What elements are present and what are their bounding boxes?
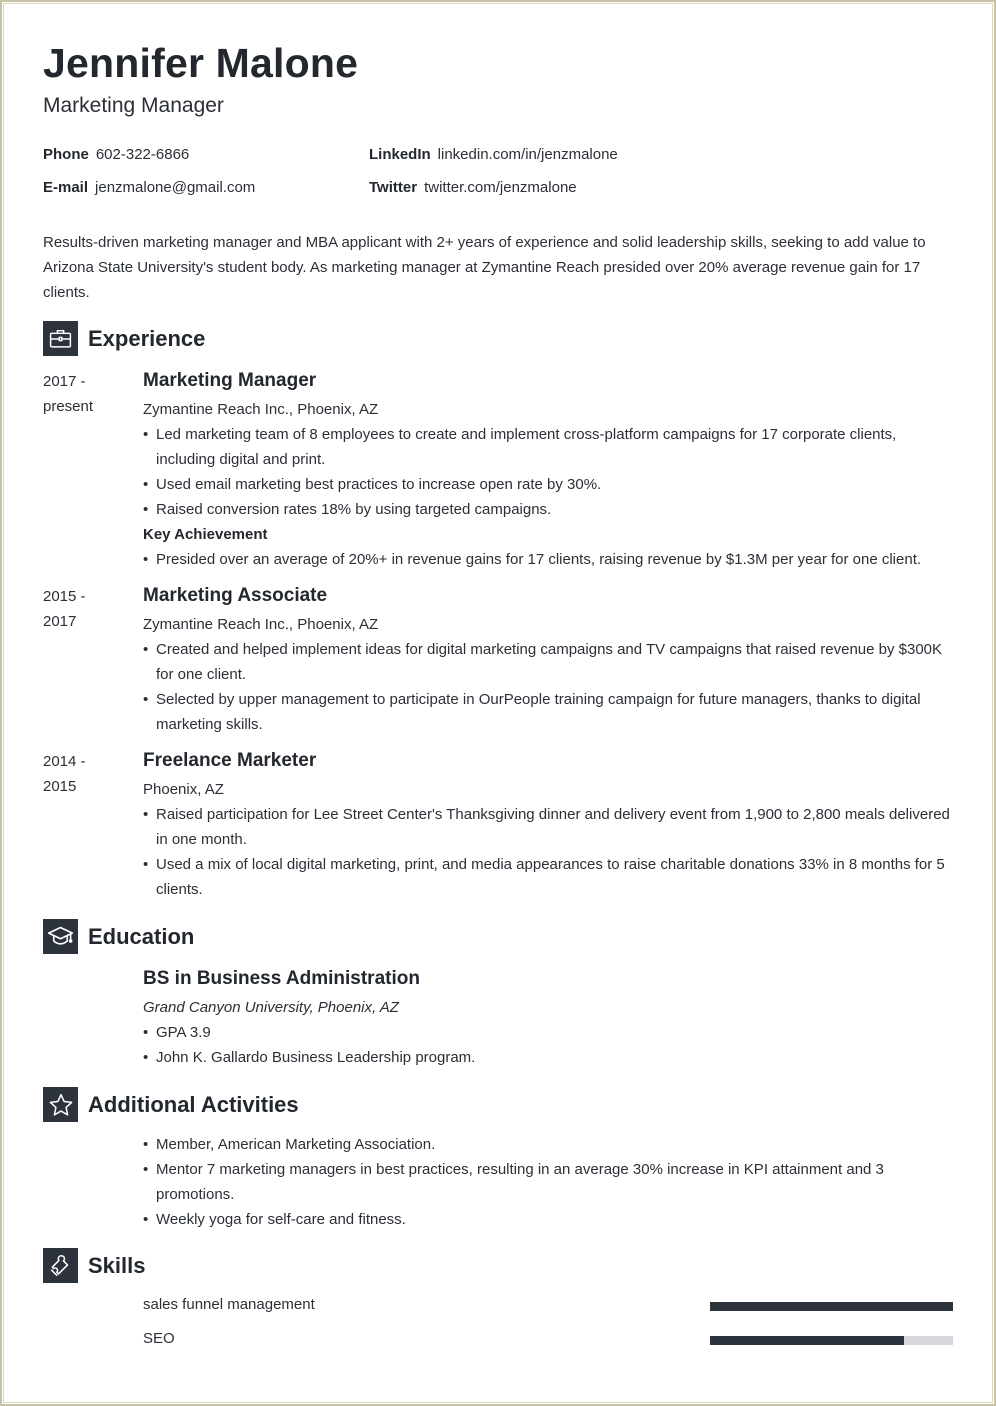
activities-heading [43, 1087, 299, 1122]
star-icon [43, 1087, 78, 1122]
job-3 [143, 748, 953, 902]
linkedin-label: LinkedIn [369, 146, 431, 163]
job-3-date-start: 2014 - [43, 753, 86, 770]
skill-bar-fill [710, 1302, 953, 1311]
job-3-dates [43, 749, 123, 799]
contact-linkedin [369, 146, 618, 163]
twitter-value[interactable]: twitter.com/jenzmalone [424, 179, 577, 196]
activities-bullets [143, 1132, 953, 1232]
skill-name: sales funnel management [143, 1296, 315, 1313]
list-item: • Used email marketing best practices to increase open rate by 30%. [143, 472, 953, 497]
list-item: • Raised participation for Lee Street Center's Thanksgiving dinner and delivery event from 1,900 to 2,800 meals delivered in one month. [143, 802, 953, 852]
experience-title: Experience [88, 325, 206, 351]
list-item: • Weekly yoga for self-care and fitness. [143, 1207, 953, 1232]
job-3-bullets [143, 802, 953, 902]
twitter-label: Twitter [369, 179, 418, 196]
job-3-date-end: 2015 [43, 778, 77, 795]
graduation-cap-icon [43, 919, 78, 954]
skill-row [143, 1330, 953, 1350]
job-2-bullets [143, 637, 953, 737]
job-1-date-start: 2017 - [43, 373, 86, 390]
list-item: • John K. Gallardo Business Leadership program. [143, 1045, 953, 1070]
job-1-company: Zymantine Reach Inc., Phoenix, AZ [143, 401, 379, 418]
job-2-date-end: 2017 [43, 613, 77, 630]
list-item: • Member, American Marketing Association. [143, 1132, 953, 1157]
job-1-title: Marketing Manager [143, 370, 317, 391]
summary-paragraph: Results-driven marketing manager and MBA applicant with 2+ years of experience and solid leadership skills, seeking to add value to Arizona State University's student body. As marketing manager at Zymantine Reach presided over 20% average revenue gain for 17 clients. [43, 234, 926, 301]
job-1-date-end: present [43, 398, 94, 415]
list-item: • Mentor 7 marketing managers in best practices, resulting in an average 30% increase in KPI attainment and 3 promotions. [143, 1157, 953, 1207]
education-bullets [143, 1020, 953, 1070]
list-item: • Led marketing team of 8 employees to create and implement cross-platform campaigns for 17 corporate clients, including digital and print. [143, 422, 953, 472]
job-3-title: Freelance Marketer [143, 750, 317, 771]
skill-name: SEO [143, 1330, 175, 1347]
key-achievement-bullets [143, 547, 953, 572]
key-achievement-label: Key Achievement [143, 526, 268, 543]
linkedin-value[interactable]: linkedin.com/in/jenzmalone [437, 146, 618, 163]
skill-row [143, 1296, 953, 1316]
education-title: Education [88, 923, 195, 949]
list-item: • Used a mix of local digital marketing, print, and media appearances to raise charitable donations 33% in 8 months for 5 clients. [143, 852, 953, 902]
candidate-title: Marketing Manager [43, 94, 224, 117]
job-2-date-start: 2015 - [43, 588, 86, 605]
education-entry [143, 966, 953, 1070]
activities-entry [143, 1132, 953, 1232]
contact-email [43, 179, 255, 196]
email-value[interactable]: jenzmalone@gmail.com [95, 179, 256, 196]
school-name: Grand Canyon University, Phoenix, AZ [143, 999, 399, 1016]
skills-heading [43, 1248, 145, 1283]
list-item: • GPA 3.9 [143, 1020, 953, 1045]
job-2-title: Marketing Associate [143, 585, 328, 606]
list-item: • Raised conversion rates 18% by using targeted campaigns. [143, 497, 953, 522]
experience-heading [43, 321, 205, 356]
skill-bar-fill [710, 1336, 904, 1345]
job-2-dates [43, 584, 123, 634]
activities-title: Additional Activities [88, 1091, 299, 1117]
phone-value: 602-322-6866 [95, 146, 190, 163]
list-item: • Selected by upper management to participate in OurPeople training campaign for future managers, thanks to digital marketing skills. [143, 687, 953, 737]
list-item: • Presided over an average of 20%+ in revenue gains for 17 clients, raising revenue by $1.3M per year for one client. [143, 547, 953, 572]
job-1 [143, 368, 953, 572]
contact-phone [43, 146, 189, 163]
job-1-dates [43, 369, 123, 419]
list-item: • Created and helped implement ideas for digital marketing campaigns and TV campaigns that raised revenue by $300K for one client. [143, 637, 953, 687]
job-2-company: Zymantine Reach Inc., Phoenix, AZ [143, 616, 379, 633]
contact-twitter [369, 179, 577, 196]
candidate-name: Jennifer Malone [43, 40, 359, 86]
email-label: E-mail [43, 179, 89, 196]
puzzle-icon [43, 1248, 78, 1283]
job-2 [143, 583, 953, 737]
briefcase-icon [43, 321, 78, 356]
degree-title: BS in Business Administration [143, 968, 420, 989]
phone-label: Phone [43, 146, 89, 163]
skill-bar [710, 1336, 953, 1345]
skill-bar [710, 1302, 953, 1311]
job-3-company: Phoenix, AZ [143, 781, 224, 798]
education-heading [43, 919, 194, 954]
job-1-bullets [143, 422, 953, 522]
skills-title: Skills [88, 1252, 146, 1278]
